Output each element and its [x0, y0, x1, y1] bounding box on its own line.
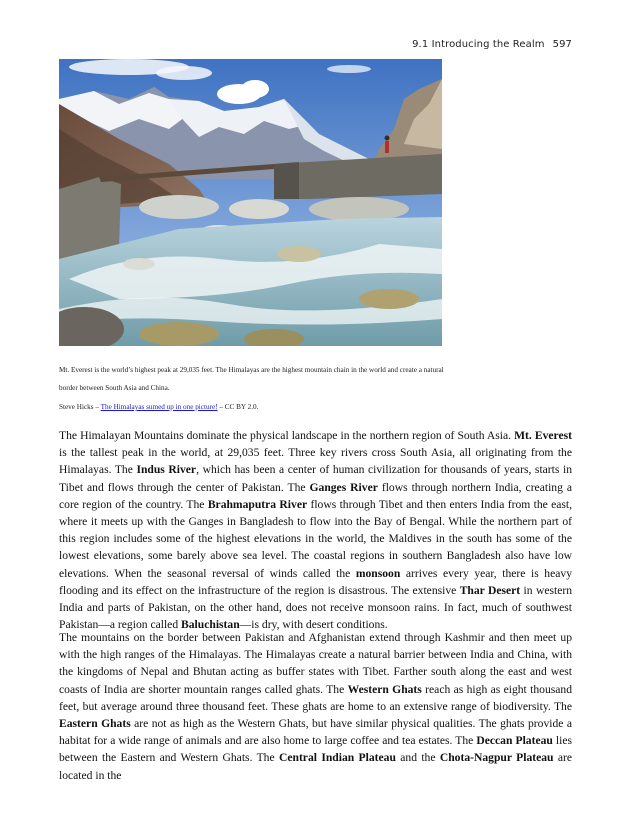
- term-eastern-ghats: Eastern Ghats: [59, 717, 131, 731]
- figure-credit: [59, 398, 459, 416]
- term-mt-everest: Mt. Everest: [514, 429, 572, 442]
- term-baluchistan: Baluchistan: [181, 618, 240, 632]
- running-header: [412, 39, 572, 50]
- page-number: 597: [552, 39, 572, 50]
- term-western-ghats: Western Ghats: [347, 682, 422, 696]
- himalaya-photo: [59, 59, 442, 346]
- term-thar-desert: Thar Desert: [459, 583, 521, 597]
- credit-license: – CC BY 2.0.: [217, 403, 259, 411]
- figure-caption: Mt. Everest is the world’s highest peak at 29,035 feet. The Himalayas are the highest mountain chain in the world and create a natural border between South Asia and China.: [59, 366, 444, 392]
- term-ganges-river: Ganges River: [309, 480, 378, 494]
- section-title: 9.1 Introducing the Realm: [412, 39, 545, 50]
- term-deccan-plateau: Deccan Plateau: [476, 734, 553, 748]
- term-indus-river: Indus River: [136, 463, 197, 477]
- term-monsoon: monsoon: [355, 566, 401, 580]
- paragraph-physical-landscape: The Himalayan Mountains dominate the physical landscape in the northern region of South Asia. Mt. Everest is the tallest peak in the world, at 29,035 feet. Three key rivers cross South Asia, all originating from the Himalayas. The Indus River, which has been a center of human civilization for thousands of years, starts in Tibet and flows through the center of Pakistan. The Ganges River flows through northern India, creating a core region of the country. The Brahmaputra River flows through Tibet and then enters India from the east, where it meets up with the Ganges in Bangladesh to flow into the Bay of Bengal. While the northern part of this region includes some of the highest elevations in the world, the Maldives in the south has some of the lowest elevations, some barely above sea level. The coastal regions in southern Bangladesh also have low elevations. When the seasonal reversal of winds called the monsoon arrives every year, there is heavy flooding and its effect on the infrastructure of the region is disastrous. The extensive Thar Desert in western India and parts of Pakistan, on the other hand, does not receive monsoon rains. In fact, much of southwest Pakistan—a region called Baluchistan—is dry, with desert conditions.: [59, 429, 573, 632]
- paragraph-mountains-ghats: The mountains on the border between Pakistan and Afghanistan extend through Kashmir and then meet up with the high ranges of the Himalayas. The Himalayas create a natural barrier between India and China, with the kingdoms of Nepal and Bhutan acting as buffer states with Tibet. Farther south along the east and west coasts of India are shorter mountain ranges called ghats. The Western Ghats reach as high as eight thousand feet, but average around three thousand feet. These ghats are home to an extensive range of biodiversity. The Eastern Ghats are not as high as the Western Ghats, but have similar physical qualities. The ghats provide a habitat for a wide range of animals and are also home to large coffee and tea estates. The Deccan Plateau lies between the Eastern and Western Ghats. The Central Indian Plateau and the Chota-Nagpur Plateau are located in the: [59, 631, 573, 782]
- credit-link[interactable]: The Himalayas sumed up in one picture!: [100, 403, 218, 411]
- term-chota-nagpur-plateau: Chota-Nagpur Plateau: [439, 751, 554, 765]
- credit-author: Steve Hicks –: [59, 403, 101, 411]
- term-brahmaputra-river: Brahmaputra River: [207, 497, 308, 511]
- term-central-indian-plateau: Central Indian Plateau: [278, 751, 396, 765]
